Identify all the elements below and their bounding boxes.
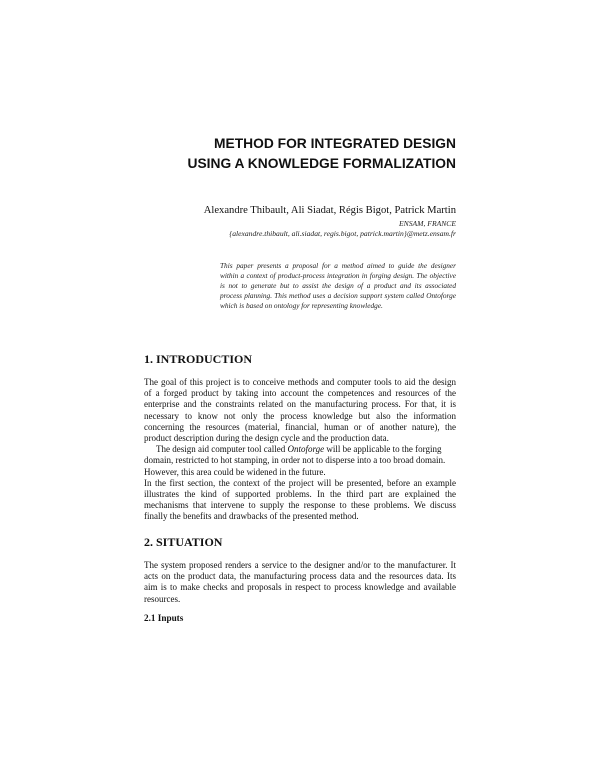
section-heading-situation: 2. SITUATION xyxy=(144,535,223,549)
text-line: aim is to make checks and proposals in respect to process knowledge and available xyxy=(144,582,456,593)
text-line: finally the benefits and drawbacks of the presented method. xyxy=(144,511,359,522)
abstract-line: within a context of product-process integration in forging design. The objective xyxy=(220,271,456,280)
abstract-line: process planning. This method uses a decision support system called Ontoforge xyxy=(220,291,456,300)
text-line: domain, restricted to hot stamping, in order not to disperse into a too broad domain. xyxy=(144,455,446,466)
abstract xyxy=(220,261,456,311)
affiliation: ENSAM, FRANCE xyxy=(399,219,456,228)
text-line: resources. xyxy=(144,593,181,604)
author-list: Alexandre Thibault, Ali Siadat, Régis Bigot, Patrick Martin xyxy=(203,205,456,216)
text-line: concerning the resources (material, financial, human or of another nature), the xyxy=(144,421,456,432)
text-line: mechanisms that intervene to supply the response to these problems. We discuss xyxy=(144,500,456,511)
paper-title xyxy=(100,134,456,174)
title-line-2: USING A KNOWLEDGE FORMALIZATION xyxy=(187,156,456,171)
tool-name-ontoforge: Ontoforge xyxy=(287,444,325,455)
text-line: illustrates the kind of supported problems. In the third part are explained the xyxy=(144,488,456,499)
text-line xyxy=(144,444,456,455)
situation-paragraph xyxy=(144,560,456,605)
abstract-line: This paper presents a proposal for a method aimed to guide the designer xyxy=(220,261,456,270)
text-line: product description during the design cycle and the production data. xyxy=(144,432,389,443)
subsection-heading-inputs: 2.1 Inputs xyxy=(144,613,184,623)
text-line: However, this area could be widened in the future. xyxy=(144,466,326,477)
text-line: The system proposed renders a service to the designer and/or to the manufacturer. It xyxy=(144,560,456,570)
text-line: necessary to know not only the process knowledge but also the information xyxy=(144,410,456,421)
text-run: The design aid computer tool called xyxy=(156,444,288,455)
text-line: The goal of this project is to conceive methods and computer tools to aid the design xyxy=(144,377,456,387)
intro-paragraph-1 xyxy=(144,377,456,444)
text-line: acts on the product data, the manufacturing process data and the resources data. Its xyxy=(144,571,456,582)
abstract-line: which is based on ontology for representing knowledge. xyxy=(220,301,383,310)
author-emails: {alexandre.thibault, ali.siadat, regis.bigot, patrick.martin}@metz.ensam.fr xyxy=(229,229,456,238)
intro-paragraph-2 xyxy=(144,444,456,478)
text-line: of a forged product by taking into account the competences and resources of the xyxy=(144,388,456,399)
intro-paragraph-3 xyxy=(144,478,456,523)
text-line: enterprise and the constraints related on the manufacturing process. For that, it is xyxy=(144,399,456,410)
abstract-line: is not to generate but to assist the design of a product and its associated xyxy=(220,281,456,290)
text-line: In the first section, the context of the project will be presented, before an example xyxy=(144,477,456,488)
text-run: will be applicable to the forging xyxy=(324,444,442,455)
title-line-1: METHOD FOR INTEGRATED DESIGN xyxy=(214,136,456,151)
section-heading-introduction: 1. INTRODUCTION xyxy=(144,352,253,366)
